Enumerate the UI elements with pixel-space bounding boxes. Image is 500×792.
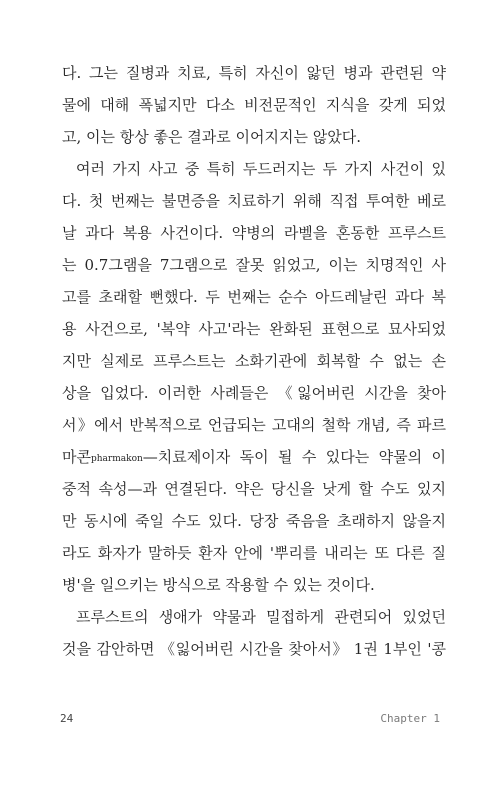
- text-line: 중적 속성—과 연결된다. 약은 당신을 낫게 할 수도 있지: [62, 480, 446, 498]
- text-line-pharmakon: [62, 441, 446, 473]
- text-line: 는 0.7그램을 7그램으로 잘못 읽었고, 이는 치명적인 사: [62, 256, 446, 274]
- paragraph-2: [62, 153, 446, 601]
- text-line: 병'을 일으키는 방식으로 작용할 수 있는 것이다.: [62, 576, 375, 594]
- paragraph-1: [62, 57, 446, 153]
- text-line: 고, 이는 항상 좋은 결과로 이어지지는 않았다.: [62, 128, 361, 146]
- text-line: 것을 감안하면 《잃어버린 시간을 찾아서》 1권 1부인 '콩: [62, 640, 446, 658]
- text-line: 여러 가지 사고 중 특히 두드러지는 두 가지 사건이 있: [76, 160, 446, 178]
- text-line: 날 과다 복용 사건이다. 약병의 라벨을 혼동한 프루스트: [62, 224, 446, 242]
- text-line: 만 동시에 죽일 수도 있다. 당장 죽음을 초래하지 않을지: [62, 512, 446, 530]
- page-footer: [60, 712, 440, 728]
- text-line: 서》에서 반복적으로 언급되는 고대의 철학 개념, 즉 파르: [62, 416, 446, 434]
- page-number: 24: [60, 712, 74, 725]
- text-line: 라도 화자가 말하듯 환자 안에 '뿌리를 내리는 또 다른 질: [62, 544, 446, 562]
- paragraph-3: [62, 601, 446, 665]
- pharmakon-korean: 마콘: [62, 448, 91, 466]
- text-line: 지만 실제로 프루스트는 소화기관에 회복할 수 없는 손: [62, 352, 446, 370]
- text-line: 다. 첫 번째는 불면증을 치료하기 위해 직접 투여한 베로: [62, 192, 446, 210]
- text-line: 용 사건으로, '복약 사고'라는 완화된 표현으로 묘사되었: [62, 320, 446, 338]
- pharmakon-rest: —치료제이자 독이 될 수 있다는 약물의 이: [142, 448, 446, 466]
- text-line: 다. 그는 질병과 치료, 특히 자신이 앓던 병과 관련된 약: [62, 64, 446, 82]
- chapter-label: Chapter 1: [380, 712, 440, 725]
- text-line: 물에 대해 폭넓지만 다소 비전문적인 지식을 갖게 되었: [62, 96, 446, 114]
- text-line: 상을 입었다. 이러한 사례들은 《잃어버린 시간을 찾아: [62, 384, 446, 402]
- pharmakon-gloss: pharmakon: [90, 454, 143, 464]
- body-text: [62, 57, 446, 665]
- text-line: 고를 초래할 뻔했다. 두 번째는 순수 아드레날린 과다 복: [62, 288, 446, 306]
- text-line: 프루스트의 생애가 약물과 밀접하게 관련되어 있었던: [76, 608, 446, 626]
